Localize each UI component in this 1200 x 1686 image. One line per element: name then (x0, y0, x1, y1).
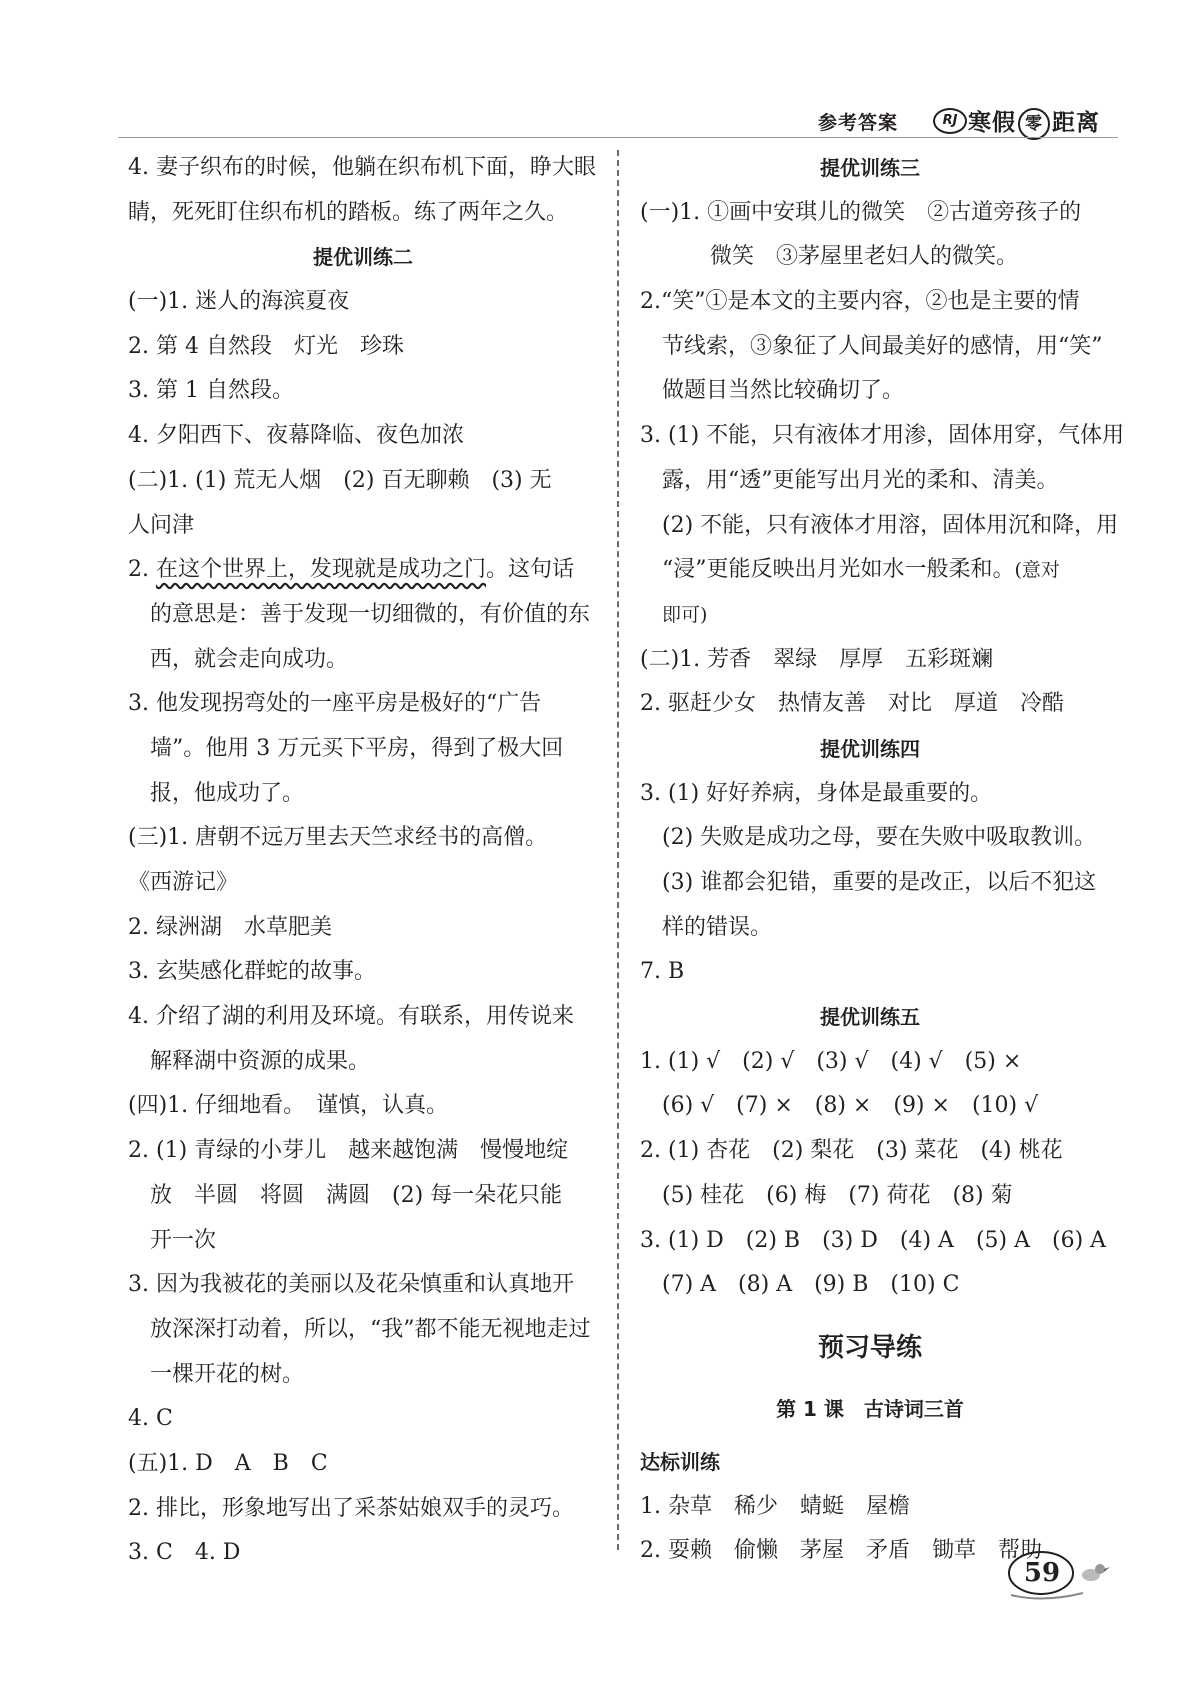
answer-line: 1. (1) √ (2) √ (3) √ (4) √ (5) × (640, 1048, 1022, 1074)
section-heading: 提优训练五 (820, 1005, 920, 1030)
answer-line: 2. 耍赖 偷懒 茅屋 矛盾 锄草 帮助 (640, 1538, 1042, 1564)
brand-text-b: 距离 (1052, 110, 1100, 136)
brand-logo (968, 104, 1100, 140)
page-header (0, 0, 1200, 140)
section-heading: 提优训练二 (313, 245, 413, 270)
answer-line: 2. 绿洲湖 水草肥美 (128, 914, 332, 940)
answer-line: (一)1. 迷人的海滨夏夜 (128, 289, 350, 315)
answer-line: 露，用“透”更能写出月光的柔和、清美。 (662, 467, 1059, 493)
answer-line: 3. 他发现拐弯处的一座平房是极好的“广告 (128, 691, 542, 717)
answer-line: 开一次 (150, 1227, 217, 1253)
answer-line: 7. B (640, 959, 685, 985)
brand-text-a: 寒假 (968, 110, 1016, 136)
answer-line: 4. 夕阳西下、夜幕降临、夜色加浓 (128, 423, 464, 449)
answer-line: 4. C (128, 1406, 173, 1432)
answer-line-suffix: 。这句话 (486, 557, 575, 583)
answer-line (128, 548, 598, 593)
answer-line: (一)1. ①画中安琪儿的微笑 ②古道旁孩子的 (640, 199, 1082, 225)
answer-line: 3. (1) 不能，只有液体才用渗，固体用穿，气体用 (640, 423, 1125, 449)
rj-badge: RJ (933, 108, 967, 134)
answer-line: 的意思是：善于发现一切细微的，有价值的东 (150, 601, 591, 627)
brand-circle: 零 (1018, 108, 1050, 140)
wavy-underlined-text: 在这个世界上，发现就是成功之门 (155, 557, 486, 583)
answer-line: 微笑 ③茅屋里老妇人的微笑。 (710, 244, 1019, 270)
answer-line: 3. C 4. D (128, 1540, 241, 1566)
answer-line: (7) A (8) A (9) B (10) C (662, 1272, 960, 1298)
answer-note: (意对 (1014, 559, 1060, 582)
answer-line: 一棵开花的树。 (150, 1361, 305, 1387)
column-divider (617, 150, 619, 1550)
answer-line: 放 半圆 将圆 满圆 (2) 每一朵花只能 (150, 1182, 563, 1208)
left-column (128, 146, 598, 1576)
answer-line: 2.“笑”①是本文的主要内容，②也是主要的情 (640, 289, 1080, 315)
section-heading: 提优训练三 (820, 156, 920, 180)
answer-line: (3) 谁都会犯错，重要的是改正，以后不犯这 (662, 870, 1097, 895)
answer-line: 2. (1) 杏花 (2) 梨花 (3) 菜花 (4) 桃花 (640, 1138, 1063, 1164)
answer-line: (二)1. 芳香 翠绿 厚厚 五彩斑斓 (640, 646, 994, 672)
answer-line: 1. 杂草 稀少 蜻蜓 屋檐 (640, 1493, 910, 1519)
answer-line: 人问津 (128, 512, 195, 538)
answer-line: 墙”。他用 3 万元买下平房，得到了极大回 (150, 735, 564, 761)
answer-line: 3. 玄奘感化群蛇的故事。 (128, 959, 376, 985)
subsection-title: 达标训练 (640, 1449, 720, 1474)
answer-line-prefix: 2. (128, 557, 156, 583)
section-title: 预习导练 (817, 1332, 922, 1363)
answer-line: (三)1. 唐朝不远万里去天竺求经书的高僧。 (128, 825, 548, 851)
lesson-title: 第 1 课 古诗词三首 (776, 1396, 964, 1421)
answer-line: 做题目当然比较确切了。 (662, 378, 905, 404)
answer-line: 2. (1) 青绿的小芽儿 越来越饱满 慢慢地绽 (128, 1138, 569, 1164)
section-heading: 提优训练四 (820, 736, 920, 761)
answer-line: (2) 失败是成功之母，要在失败中吸取教训。 (662, 825, 1097, 851)
answer-line: 4. 介绍了湖的利用及环境。有联系，用传说来 (128, 1004, 574, 1030)
answer-line: 3. (1) 好好养病，身体是最重要的。 (640, 780, 993, 806)
answer-line: (五)1. D A B C (128, 1450, 328, 1476)
answer-line: 《西游记》 (128, 870, 239, 895)
answer-line: 3. (1) D (2) B (3) D (4) A (5) A (6) A (640, 1227, 1107, 1253)
answer-line: 睛，死死盯住织布机的踏板。练了两年之久。 (128, 199, 569, 225)
answer-text: “浸”更能反映出月光如水一般柔和。 (662, 557, 1015, 583)
answer-line: 节线索，③象征了人间最美好的感情，用“笑” (662, 333, 1103, 359)
answer-line: 报，他成功了。 (150, 780, 305, 806)
header-rule (118, 137, 1118, 138)
page-number: 59 (1023, 1558, 1061, 1588)
answer-line: 4. 妻子织布的时候，他躺在织布机下面，睁大眼 (128, 155, 596, 180)
answer-note: 即可) (662, 603, 708, 626)
header-label: 参考答案 (818, 112, 899, 134)
answer-line: (2) 不能，只有液体才用溶，固体用沉和降，用 (662, 512, 1119, 538)
answer-line: 3. 因为我被花的美丽以及花朵慎重和认真地开 (128, 1272, 574, 1298)
answer-line: 放深深打动着，所以，“我”都不能无视地走过 (150, 1316, 591, 1342)
right-column (640, 146, 1125, 1574)
answer-line: 2. 第 4 自然段 灯光 珍珠 (128, 333, 404, 359)
answer-line: 西，就会走向成功。 (150, 646, 349, 672)
answer-line (640, 548, 1100, 593)
answer-line: 样的错误。 (662, 914, 773, 940)
answer-line: 2. 驱赶少女 热情友善 对比 厚道 冷酷 (640, 691, 1064, 717)
answer-line: 2. 排比，形象地写出了采茶姑娘双手的灵巧。 (128, 1495, 574, 1521)
answer-line: 解释湖中资源的成果。 (150, 1048, 371, 1074)
answer-line: (二)1. (1) 荒无人烟 (2) 百无聊赖 (3) 无 (128, 467, 552, 493)
answer-line: 3. 第 1 自然段。 (128, 378, 294, 404)
answer-line: (5) 桂花 (6) 梅 (7) 荷花 (8) 菊 (662, 1182, 1013, 1208)
answer-line: (6) √ (7) × (8) × (9) × (10) √ (662, 1093, 1039, 1119)
answer-line: (四)1. 仔细地看。 谨慎，认真。 (128, 1093, 449, 1119)
